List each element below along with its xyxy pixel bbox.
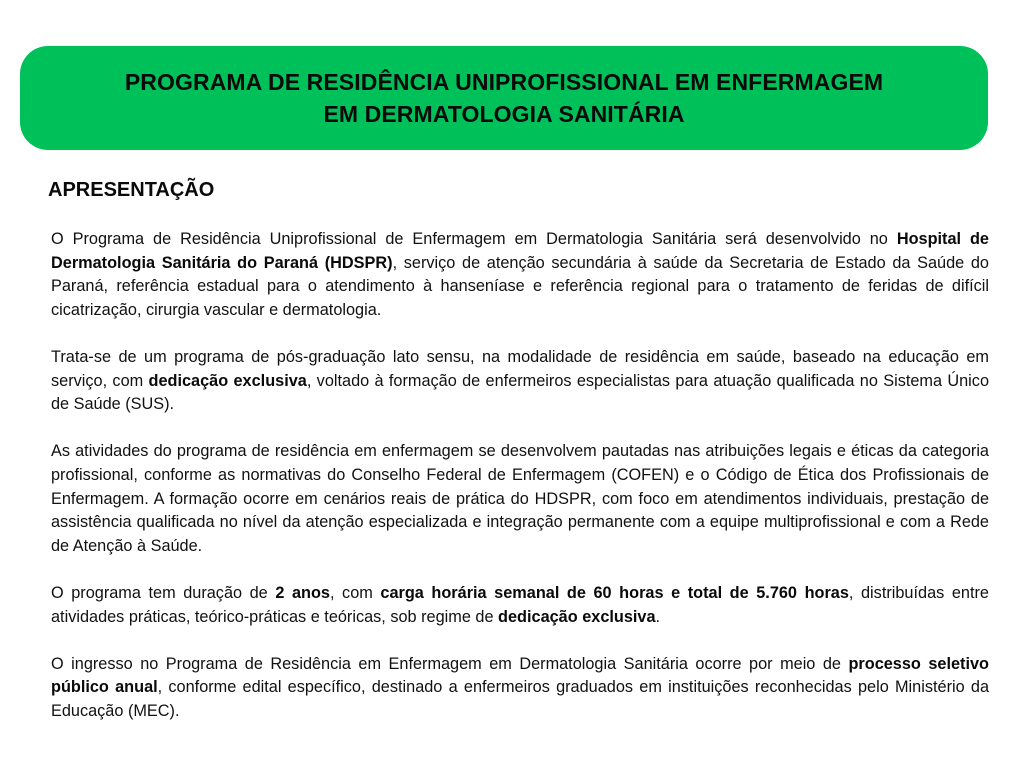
- paragraph-4-text-2: , com: [329, 583, 381, 602]
- paragraph-4-text-1: O programa tem duração de: [51, 583, 276, 602]
- paragraph-1-bold-1: Hospital de Dermatologia Sanitária do Paraná (HDSPR): [51, 230, 989, 272]
- paragraph-1-text-1: O Programa de Residência Uniprofissional de Enfermagem em Dermatologia Sanitária será desenvolvido no: [51, 230, 897, 248]
- paragraph-4-bold-1: 2 anos: [275, 583, 330, 602]
- paragraph-2-bold-1: dedicação exclusiva: [148, 371, 307, 390]
- paragraph-4-text-3: , distribuídas entre atividades práticas, teórico-práticas e teóricas, sob regime de: [51, 583, 989, 626]
- paragraph-5-bold-1: processo seletivo público anual: [51, 654, 989, 697]
- title-line-2: EM DERMATOLOGIA SANITÁRIA: [323, 101, 685, 127]
- section-heading: APRESENTAÇÃO: [48, 179, 215, 201]
- paragraph-4-bold-3: dedicação exclusiva: [498, 607, 656, 626]
- paragraph-4-bold-2: carga horária semanal de 60 horas e total de 5.760 horas: [380, 583, 849, 602]
- paragraph-2-text-1: Trata-se de um programa de pós-graduação lato sensu, na modalidade de residência em saúde, baseado na educação em serviço, com: [51, 347, 989, 390]
- paragraph-4: [51, 582, 989, 629]
- document-body: [51, 228, 989, 747]
- paragraph-2-text-2: , voltado à formação de enfermeiros especialistas para atuação qualificada no Sistema Único de Saúde (SUS).: [51, 371, 989, 414]
- paragraph-1-text-2: , serviço de atenção secundária à saúde da Secretaria de Estado da Saúde do Paraná, referência estadual para o atendimento à hanseníase e referência regional para o tratamento de feridas de difícil cicatrização, cirurgia vascular e dermatologia.: [51, 253, 989, 319]
- paragraph-4-text-4: .: [655, 607, 661, 626]
- paragraph-5-text-2: , conforme edital específico, destinado a enfermeiros graduados em instituições reconhecidas pelo Ministério da Educação (MEC).: [51, 678, 990, 720]
- paragraph-3-text-1: As atividades do programa de residência em enfermagem se desenvolvem pautadas nas atribuições legais e éticas da categoria profissional, conforme as normativas do Conselho Federal de Enfermagem (COFEN) e o Código de Ética dos Profissionais de Enfermagem. A formação ocorre em cenários reais de prática do HDSPR, com foco em atendimentos individuais, prestação de assistência qualificada no nível da atenção especializada e integração permanente com a equipe multiprofissional e com a Rede de Atenção à Saúde.: [51, 442, 989, 555]
- title-line-1: PROGRAMA DE RESIDÊNCIA UNIPROFISSIONAL EM ENFERMAGEM: [124, 69, 884, 95]
- title-banner: [20, 46, 988, 150]
- paragraph-3: [51, 440, 989, 558]
- paragraph-2: [51, 346, 989, 417]
- paragraph-5-text-1: O ingresso no Programa de Residência em Enfermagem em Dermatologia Sanitária ocorre por meio de: [51, 654, 849, 673]
- paragraph-1: [51, 228, 989, 322]
- paragraph-5: [51, 653, 989, 724]
